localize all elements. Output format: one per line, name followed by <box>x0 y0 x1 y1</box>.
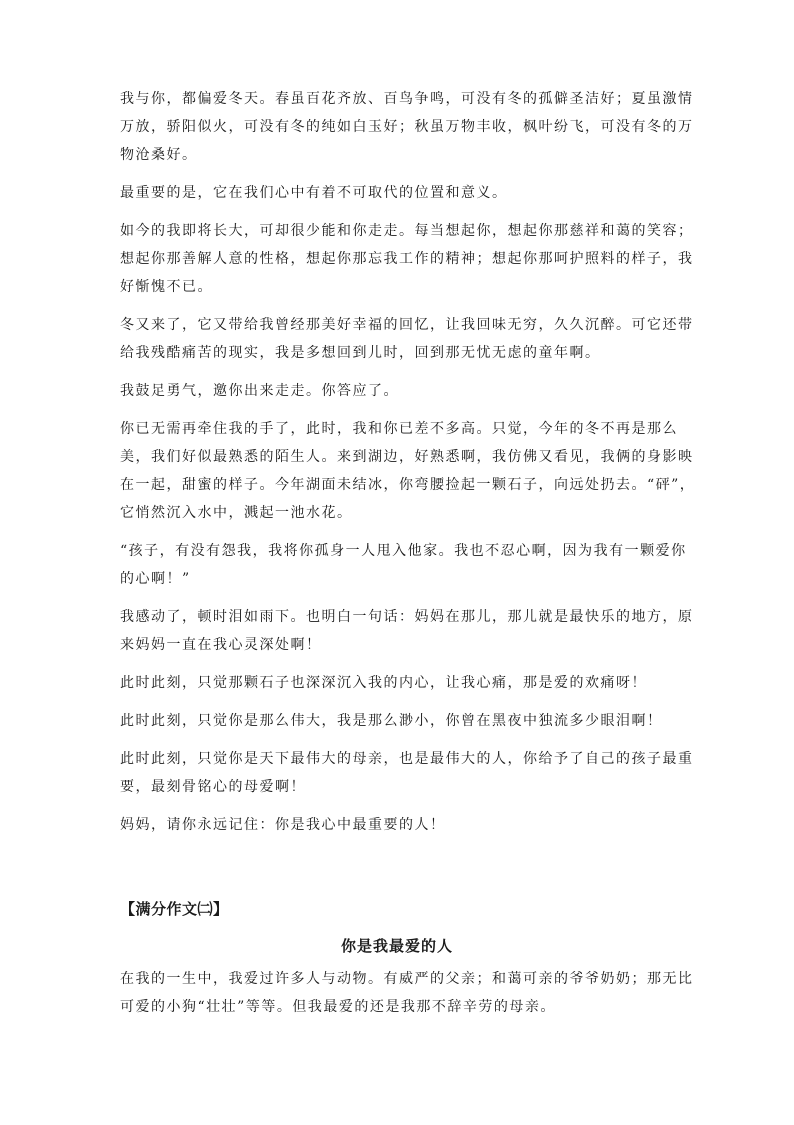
paragraph: 在我的一生中，我爱过许多人与动物。有威严的父亲；和蔼可亲的爷爷奶奶；那无比可爱的小狗“壮壮”等等。但我最爱的还是我那不辞辛劳的母亲。 <box>120 971 694 1015</box>
paragraph: “孩子，有没有怨我，我将你孤身一人甩入他家。我也不忍心啊，因为我有一颗爱你的心啊！” <box>120 543 687 587</box>
paragraph: 此时此刻，只觉你是天下最伟大的母亲，也是最伟大的人，你给予了自己的孩子最重要，最刻骨铭心的母爱啊！ <box>120 751 694 795</box>
paragraph: 妈妈，请你永远记住：你是我心中最重要的人！ <box>120 817 446 833</box>
paragraph: 此时此刻，只觉那颗石子也深深沉入我的内心，让我心痛，那是爱的欢痛呀！ <box>120 675 647 691</box>
paragraph: 最重要的是，它在我们心中有着不可取代的位置和意义。 <box>120 185 508 201</box>
paragraph: 此时此刻，只觉你是那么伟大，我是那么渺小，你曾在黑夜中独流多少眼泪啊！ <box>120 713 663 729</box>
paragraph: 如今的我即将长大，可却很少能和你走走。每当想起你，想起你那慈祥和蔼的笑容；想起你那善解人意的性格，想起你那忘我工作的精神；想起你那呵护照料的样子，我好惭愧不已。 <box>120 223 694 295</box>
paragraph: 我鼓足勇气，邀你出来走走。你答应了。 <box>120 383 399 399</box>
essay-body <box>120 85 698 849</box>
section-heading: 【满分作文㈡】 <box>120 900 229 918</box>
paragraph: 我感动了，顿时泪如雨下。也明白一句话：妈妈在那儿，那儿就是最快乐的地方，原来妈妈一直在我心灵深处啊！ <box>120 609 694 653</box>
second-essay-body <box>120 965 698 1031</box>
essay-title: 你是我最爱的人 <box>340 937 453 955</box>
paragraph: 我与你，都偏爱冬天。春虽百花齐放、百鸟争鸣，可没有冬的孤僻圣洁好；夏虽激情万放，骄阳似火，可没有冬的纯如白玉好；秋虽万物丰收，枫叶纷飞，可没有冬的万物沧桑好。 <box>120 91 694 163</box>
paragraph: 冬又来了，它又带给我曾经那美好幸福的回忆，让我回味无穷，久久沉醉。可它还带给我残酷痛苦的现实，我是多想回到儿时，回到那无忧无虑的童年啊。 <box>120 317 694 361</box>
paragraph: 你已无需再牵住我的手了，此时，我和你已差不多高。只觉，今年的冬不再是那么美，我们好似最熟悉的陌生人。来到湖边，好熟悉啊，我仿佛又看见，我俩的身影映在一起，甜蜜的样子。今年湖面未结冰，你弯腰捡起一颗石子，向远处扔去。“砰”，它悄然沉入水中，溅起一池水花。 <box>120 421 696 521</box>
